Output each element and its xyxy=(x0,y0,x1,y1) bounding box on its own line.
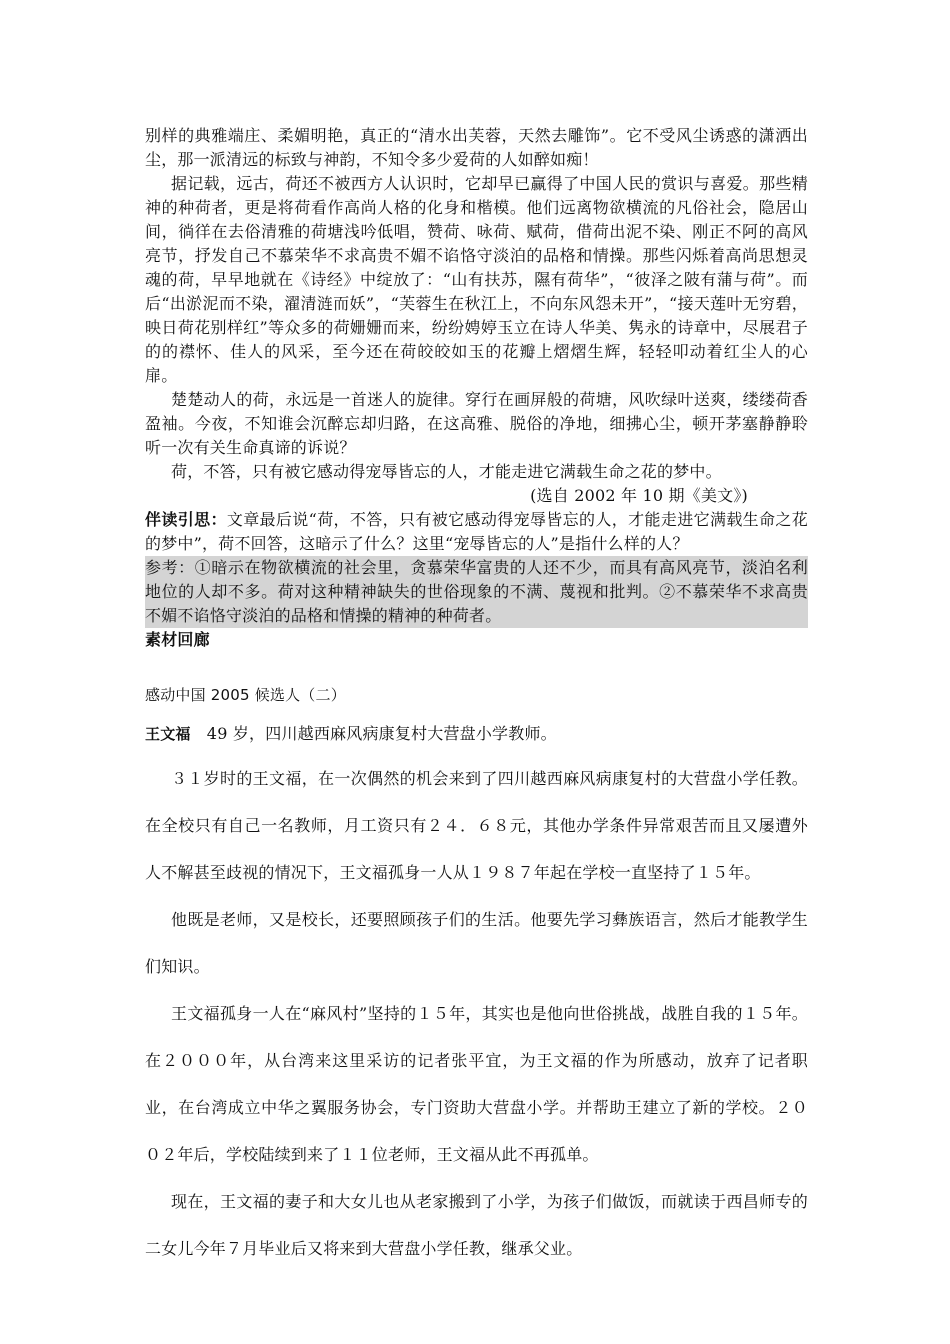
material-body xyxy=(145,755,808,1272)
material-paragraph-2: 他既是老师，又是校长，还要照顾孩子们的生活。他要先学习彝族语言，然后才能教学生们知识。 xyxy=(145,910,808,976)
person-intro: 49 岁，四川越西麻风病康复村大营盘小学教师。 xyxy=(190,724,557,743)
reference-answer: 参考：①暗示在物欲横流的社会里，贪慕荣华富贵的人还不少，而具有高风亮节，淡泊名利地位的人却不多。荷对这种精神缺失的世俗现象的不满、蔑视和批判。②不慕荣华不求高贵不媚不谄恪守淡泊的品格和情操的精神的种荷者。 xyxy=(145,556,808,628)
essay-section xyxy=(145,124,808,652)
person-name: 王文福 xyxy=(145,725,191,743)
material-paragraph-4: 现在，王文福的妻子和大女儿也从老家搬到了小学，为孩子们做饭，而就读于西昌师专的二女儿今年７月毕业后又将来到大营盘小学任教，继承父业。 xyxy=(145,1192,808,1258)
material-heading: 素材回廊 xyxy=(145,630,210,649)
guide-label: 伴读引思： xyxy=(145,510,227,529)
essay-paragraph-4: 荷，不答，只有被它感动得宠辱皆忘的人，才能走进它满载生命之花的梦中。 xyxy=(171,462,722,481)
material-subtitle: 感动中国 2005 候选人（二） xyxy=(145,686,346,704)
person-intro-line xyxy=(145,721,808,744)
guide-question xyxy=(145,508,808,556)
essay-paragraph-1: 别样的典雅端庄、柔媚明艳，真正的“清水出芙蓉，天然去雕饰”。它不受风尘诱惑的潇洒出尘，那一派清远的标致与神韵，不知令多少爱荷的人如醉如痴！ xyxy=(145,126,808,169)
material-paragraph-1: ３１岁时的王文福，在一次偶然的机会来到了四川越西麻风病康复村的大营盘小学任教。在全校只有自己一名教师，月工资只有２４．６８元，其他办学条件异常艰苦而且又屡遭外人不解甚至歧视的情况下，王文福孤身一人从１９８７年起在学校一直坚持了１５年。 xyxy=(145,769,808,882)
guide-text: 文章最后说“荷，不答，只有被它感动得宠辱皆忘的人，才能走进它满载生命之花的梦中”，荷不回答，这暗示了什么？这里“宠辱皆忘的人”是指什么样的人？ xyxy=(145,510,808,553)
essay-paragraph-2: 据记载，远古，荷还不被西方人认识时，它却早已赢得了中国人民的赏识与喜爱。那些精神的种荷者，更是将荷看作高尚人格的化身和楷模。他们远离物欲横流的凡俗社会，隐居山间，徜徉在去俗清雅的荷塘浅吟低唱，赞荷、咏荷、赋荷，借荷出泥不染、刚正不阿的高风亮节，抒发自己不慕荣华不求高贵不媚不谄恪守淡泊的品格和情操。那些闪烁着高尚思想灵魂的荷，早早地就在《诗经》中绽放了：“山有扶苏，隰有荷华”，“彼泽之陂有蒲与荷”。而后“出淤泥而不染，濯清涟而妖”，“芙蓉生在秋江上，不向东风怨未开”，“接天莲叶无穷碧，映日荷花别样红”等众多的荷姗姗而来，纷纷娉婷玉立在诗人华美、隽永的诗章中，尽展君子的的襟怀、佳人的风采，至今还在荷皎皎如玉的花瓣上熠熠生辉，轻轻叩动着红尘人的心扉。 xyxy=(145,174,808,385)
essay-paragraph-3: 楚楚动人的荷，永远是一首迷人的旋律。穿行在画屏般的荷塘，风吹绿叶送爽，缕缕荷香盈袖。今夜，不知谁会沉醉忘却归路，在这高雅、脱俗的净地，细拂心尘，顿开茅塞静静聆听一次有关生命真谛的诉说？ xyxy=(145,390,808,457)
material-paragraph-3: 王文福孤身一人在“麻风村”坚持的１５年，其实也是他向世俗挑战，战胜自我的１５年。在２０００年，从台湾来这里采访的记者张平宜，为王文福的作为所感动，放弃了记者职业，在台湾成立中华之翼服务协会，专门资助大营盘小学。并帮助王建立了新的学校。２００２年后，学校陆续到来了１１位老师，王文福从此不再孤单。 xyxy=(145,1004,808,1164)
essay-source: (选自 2002 年 10 期《美文》) xyxy=(530,486,748,505)
